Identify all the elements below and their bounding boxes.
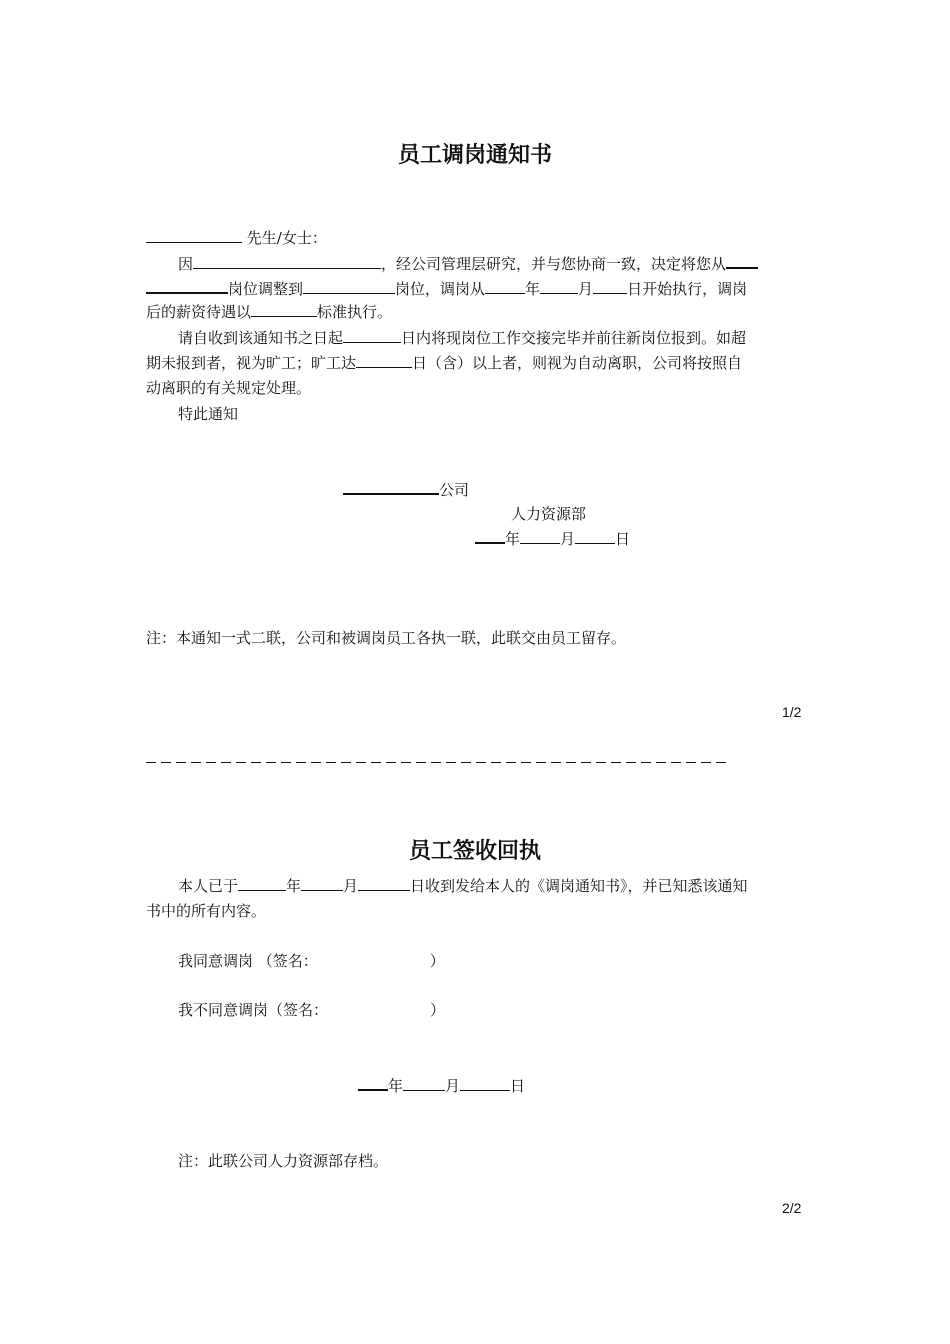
receipt-note: 注：此联公司人力资源部存档。 (178, 1152, 389, 1170)
notice-day-blank[interactable] (575, 529, 615, 544)
report-text-b: 日内将现岗位工作交接完毕并前往新岗位报到。如超 (401, 329, 747, 347)
receipt-line-2: 书中的所有内容。 (146, 902, 267, 920)
cut-line-dash (716, 762, 726, 763)
cut-line-dash (701, 762, 711, 763)
close-paren: ） (430, 1001, 446, 1019)
day-label: 日 (615, 530, 631, 548)
notice-note: 注：本通知一式二联，公司和被调岗员工各执一联，此联交由员工留存。 (146, 629, 627, 647)
disagree-line (178, 1000, 445, 1020)
notice-line-1 (178, 253, 758, 274)
cut-line-dash (161, 762, 171, 763)
because-text: 因 (178, 255, 194, 273)
cut-line-dash (566, 762, 576, 763)
receipt-year-blank[interactable] (238, 876, 286, 891)
report-text-a: 请自收到该通知书之日起 (178, 329, 344, 347)
cut-line-dash (266, 762, 276, 763)
cut-line-dash (491, 762, 501, 763)
cut-line-dash (671, 762, 681, 763)
receipt-text-a: 本人已于 (178, 877, 239, 895)
adjust-to-text: 岗位调整到 (228, 280, 304, 298)
cut-line-dash (341, 762, 351, 763)
day-label: 日 (510, 1077, 526, 1095)
cut-line-dash (506, 762, 516, 763)
notice-line-3 (146, 302, 392, 322)
cut-line-dash (641, 762, 651, 763)
cut-line-dash (626, 762, 636, 763)
cut-line-dash (176, 762, 186, 763)
salary-blank[interactable] (251, 302, 317, 317)
receipt-text-b: 日收到发给本人的《调岗通知书》，并已知悉该通知 (410, 877, 748, 895)
cut-line-dash (386, 762, 396, 763)
name-blank[interactable] (146, 228, 242, 243)
close-paren: ） (429, 952, 445, 970)
company-line (343, 479, 469, 500)
start-text: 日开始执行，调岗 (627, 280, 748, 298)
cut-line-dash (296, 762, 306, 763)
salary-text: 后的薪资待遇以 (146, 303, 252, 321)
cut-line-dash (431, 762, 441, 763)
cut-line-dash (221, 762, 231, 763)
month-label: 月 (578, 280, 594, 298)
new-position-blank[interactable] (303, 279, 395, 294)
cut-line-dash (146, 762, 156, 763)
cut-line-dash (251, 762, 261, 763)
shift-from-text: 岗位，调岗从 (395, 280, 486, 298)
absence-days-blank[interactable] (356, 353, 412, 368)
hereby-notice: 特此通知 (178, 405, 239, 423)
receipt-sign-day-blank[interactable] (460, 1076, 510, 1091)
from-position-blank-start[interactable] (726, 253, 758, 269)
start-month-blank[interactable] (540, 279, 578, 294)
cut-line-dash (581, 762, 591, 763)
cut-line-dash (281, 762, 291, 763)
start-year-blank[interactable] (485, 279, 525, 294)
receipt-title: 员工签收回执 (408, 838, 541, 864)
cut-line-dash (446, 762, 456, 763)
notice-line-6: 动离职的有关规定处理。 (146, 379, 312, 397)
notice-line-5 (146, 353, 742, 373)
receipt-line-1 (178, 876, 748, 896)
receipt-sign-month-blank[interactable] (403, 1076, 445, 1091)
cut-line-dash (311, 762, 321, 763)
company-label: 公司 (439, 481, 470, 499)
agree-text: 我同意调岗 （签名： (178, 952, 318, 970)
handover-days-blank[interactable] (343, 328, 401, 343)
cut-line-dash (596, 762, 606, 763)
year-label: 年 (388, 1077, 404, 1095)
cut-line-dash (236, 762, 246, 763)
year-label: 年 (286, 877, 302, 895)
notice-line-4 (178, 328, 746, 348)
receipt-day-blank[interactable] (358, 876, 410, 891)
standard-text: 标准执行。 (317, 303, 393, 321)
cut-line-dash (401, 762, 411, 763)
year-label: 年 (525, 280, 541, 298)
cut-line-dash (611, 762, 621, 763)
cut-line-dash (551, 762, 561, 763)
cut-line-dash (461, 762, 471, 763)
cut-line-dash (356, 762, 366, 763)
month-label: 月 (560, 530, 576, 548)
from-position-blank[interactable] (146, 278, 228, 294)
cut-line-dash (416, 762, 426, 763)
notice-year-blank[interactable] (475, 528, 505, 544)
resign-text: 日（含）以上者，则视为自动离职，公司将按照自 (412, 354, 743, 372)
notice-date-line (475, 528, 630, 549)
receipt-sign-year-blank[interactable] (358, 1075, 388, 1091)
cut-line-dash (476, 762, 486, 763)
notice-line-2 (146, 278, 747, 299)
company-name-blank[interactable] (343, 479, 439, 495)
receipt-date-line (358, 1075, 525, 1096)
hr-dept: 人力资源部 (511, 505, 587, 523)
page-number-1: 1/2 (782, 704, 802, 720)
cut-line-dash (206, 762, 216, 763)
agree-line (178, 951, 445, 971)
absence-text: 期未报到者，视为旷工；旷工达 (146, 354, 357, 372)
year-label: 年 (505, 530, 521, 548)
reason-blank[interactable] (193, 254, 381, 269)
cut-line-dash (521, 762, 531, 763)
salutation-text: 先生/女士： (246, 229, 327, 247)
cut-line-dash (536, 762, 546, 763)
cut-line-dash (326, 762, 336, 763)
disagree-text: 我不同意调岗（签名： (178, 1001, 329, 1019)
cut-line (146, 752, 738, 768)
start-day-blank[interactable] (593, 279, 627, 294)
salutation-line (146, 228, 327, 248)
month-label: 月 (445, 1077, 461, 1095)
cut-line-dash (686, 762, 696, 763)
page-number-2: 2/2 (782, 1200, 802, 1216)
cut-line-dash (371, 762, 381, 763)
decision-text: ，经公司管理层研究，并与您协商一致，决定将您从 (381, 255, 727, 273)
notice-title: 员工调岗通知书 (397, 142, 552, 168)
cut-line-dash (656, 762, 666, 763)
notice-month-blank[interactable] (520, 529, 560, 544)
cut-line-dash (191, 762, 201, 763)
receipt-month-blank[interactable] (301, 876, 343, 891)
month-label: 月 (343, 877, 359, 895)
